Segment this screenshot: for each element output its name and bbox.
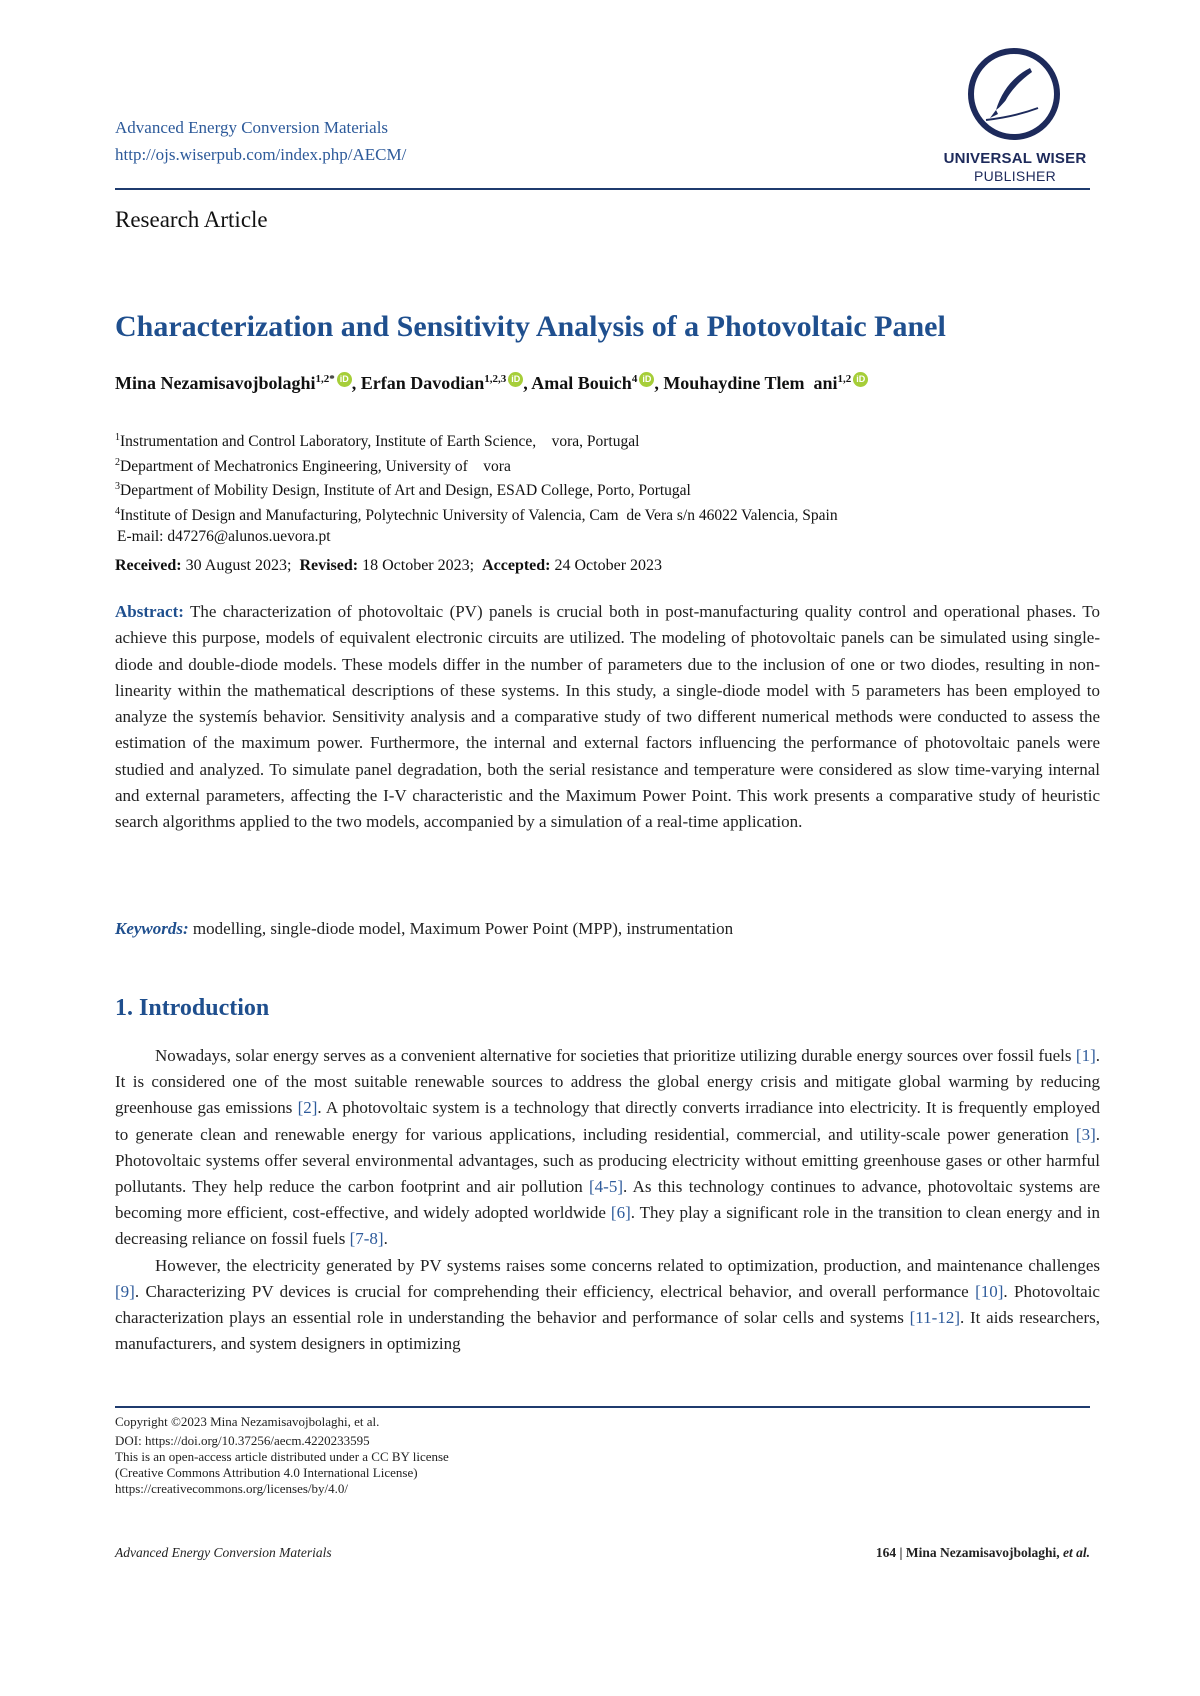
accepted-date: 24 October 2023 bbox=[550, 557, 663, 574]
author-list bbox=[115, 372, 1100, 394]
keywords-text: modelling, single-diode model, Maximum Power Point (MPP), instrumentation bbox=[188, 919, 734, 938]
keywords bbox=[115, 919, 1100, 939]
publisher-logo bbox=[930, 48, 1100, 188]
orcid-icon[interactable]: iD bbox=[853, 372, 868, 387]
received-date: 30 August 2023; bbox=[181, 557, 292, 574]
author-name: Mouhaydine Tlem ani bbox=[663, 373, 838, 393]
orcid-icon[interactable]: iD bbox=[639, 372, 654, 387]
text-run: . A photovoltaic system is a technology that directly converts irradiance into electricity. It is frequently employed to generate clean and renewable energy for various applications, including residential, commercial, and utility-scale power generation bbox=[115, 1098, 1101, 1144]
orcid-icon[interactable]: iD bbox=[508, 372, 523, 387]
affiliation-text: Department of Mobility Design, Institute of Art and Design, ESAD College, Porto, Portugal bbox=[120, 482, 691, 500]
citation-link[interactable]: [6] bbox=[610, 1203, 631, 1223]
author-affiliation-sup: 1,2,3 bbox=[484, 373, 507, 385]
author-separator: , bbox=[523, 373, 532, 393]
author-name: Erfan Davodian bbox=[360, 373, 485, 393]
citation-link[interactable]: [2] bbox=[297, 1098, 318, 1118]
affiliation-item bbox=[115, 502, 1100, 527]
paragraph bbox=[115, 1043, 1100, 1253]
text-run: . It is considered one of the most suitable renewable sources to address the global energy crisis and mitigate global warming by reducing greenhouse gas emissions bbox=[115, 1046, 1100, 1118]
footer-page-info bbox=[876, 1545, 1090, 1561]
keywords-label: Keywords: bbox=[115, 919, 189, 938]
header-divider bbox=[115, 188, 1090, 190]
revised-date: 18 October 2023; bbox=[358, 557, 475, 574]
received-label: Received: bbox=[115, 557, 182, 574]
copyright-line: Copyright ©2023 Mina Nezamisavojbolaghi, et al. bbox=[115, 1414, 380, 1429]
publisher-subname: PUBLISHER bbox=[973, 168, 1057, 184]
article-type: Research Article bbox=[115, 207, 268, 232]
affiliation-item bbox=[115, 477, 1100, 502]
copyright-block bbox=[115, 1414, 449, 1497]
corresponding-email[interactable]: E-mail: d47276@alunos.uevora.pt bbox=[117, 527, 331, 545]
license-line: (Creative Commons Attribution 4.0 International License) bbox=[115, 1465, 418, 1480]
text-run: . Characterizing PV devices is crucial for comprehending their efficiency, electrical behavior, and overall performance bbox=[134, 1281, 976, 1301]
abstract-text: The characterization of photovoltaic (PV) panels is crucial both in post-manufacturing quality control and operational phases. To achieve this purpose, models of equivalent electronic circuits are utilized. The modeling of photovoltaic panels can be simulated using single-diode and double-diode models. These models differ in the number of parameters due to the inclusion of one or two diodes, resulting in non-linearity within the mathematical descriptions of these systems. In this study, a single-diode model with 5 parameters has been employed to analyze the systemís behavior. Sensitivity analysis and a comparative study of two different numerical methods were conducted to assess the estimation of the maximum power. Furthermore, the internal and external factors influencing the performance of photovoltaic panels were studied and analyzed. To simulate panel degradation, both the serial resistance and temperature were considered as slow time-varying internal and external parameters, affecting the I-V characteristic and the Maximum Power Point. This work presents a comparative study of heuristic search algorithms applied to the two models, accompanied by a simulation of a real-time application. bbox=[115, 602, 1100, 832]
abstract-label: Abstract: bbox=[115, 602, 184, 621]
article-title: Characterization and Sensitivity Analysis of a Photovoltaic Panel bbox=[115, 310, 946, 343]
footer-et-al: et al. bbox=[1063, 1545, 1090, 1560]
footer-divider bbox=[115, 1406, 1090, 1408]
section-heading-introduction: 1. Introduction bbox=[115, 995, 270, 1021]
text-run: . They play a significant role in the transition to clean energy and in decreasing reliance on fossil fuels bbox=[115, 1203, 1100, 1249]
citation-link[interactable]: [3] bbox=[1075, 1124, 1096, 1144]
affiliation-item bbox=[115, 453, 1100, 478]
introduction-body bbox=[115, 1043, 1100, 1357]
journal-name: Advanced Energy Conversion Materials bbox=[115, 118, 389, 137]
text-run: . bbox=[383, 1229, 388, 1249]
author-name: Mina Nezamisavojbolaghi bbox=[115, 373, 316, 393]
author-affiliation-sup: 1,2* bbox=[315, 373, 335, 385]
footer-page-author: 164 | Mina Nezamisavojbolaghi, bbox=[875, 1545, 1063, 1560]
article-dates bbox=[115, 557, 662, 575]
license-link[interactable]: https://creativecommons.org/licenses/by/4.0/ bbox=[115, 1481, 348, 1496]
affiliation-text: Department of Mechatronics Engineering, University of vora bbox=[120, 457, 511, 475]
author-affiliation-sup: 4 bbox=[631, 373, 638, 385]
text-run: . As this technology continues to advance, photovoltaic systems are becoming more efficient, cost-effective, and widely adopted worldwide bbox=[115, 1177, 1101, 1223]
text-run: . Photovoltaic systems offer several environmental advantages, such as producing electricity without emitting greenhouse gases or other harmful pollutants. They help reduce the carbon footprint and air pollution bbox=[115, 1124, 1100, 1197]
citation-link[interactable]: [1] bbox=[1075, 1046, 1096, 1065]
publisher-name: UNIVERSAL WISER bbox=[943, 150, 1087, 167]
pen-nib-icon bbox=[968, 48, 1060, 140]
citation-link[interactable]: [7-8] bbox=[349, 1229, 384, 1249]
affiliation-item bbox=[115, 428, 1100, 453]
journal-url-link[interactable]: http://ojs.wiserpub.com/index.php/AECM/ bbox=[115, 145, 407, 164]
author-name: Amal Bouich bbox=[531, 373, 632, 393]
license-line: This is an open-access article distributed under a CC BY license bbox=[115, 1449, 449, 1464]
author-separator: , bbox=[351, 373, 361, 393]
abstract bbox=[115, 599, 1100, 836]
text-run: Nowadays, solar energy serves as a convenient alternative for societies that prioritize utilizing durable energy sources over fossil fuels bbox=[155, 1046, 1076, 1065]
citation-link[interactable]: [4-5] bbox=[589, 1177, 623, 1197]
text-run: . It aids researchers, manufacturers, and system designers in optimizing bbox=[115, 1308, 1100, 1354]
text-run: . Photovoltaic characterization plays an essential role in understanding the behavior and performance of solar cells and systems bbox=[115, 1281, 1100, 1328]
revised-label: Revised: bbox=[299, 557, 359, 574]
affiliation-text: Instrumentation and Control Laboratory, Institute of Earth Science, vora, Portugal bbox=[120, 433, 640, 451]
orcid-icon[interactable]: iD bbox=[337, 372, 352, 387]
text-run: However, the electricity generated by PV systems raises some concerns related to optimization, production, and maintenance challenges bbox=[155, 1255, 1100, 1275]
affiliation-sup: 2 bbox=[115, 456, 120, 468]
author-affiliation-sup: 1,2 bbox=[837, 373, 852, 385]
affiliation-sup: 4 bbox=[115, 505, 120, 517]
affiliation-sup: 1 bbox=[115, 432, 120, 443]
citation-link[interactable]: [10] bbox=[975, 1281, 1004, 1301]
paragraph bbox=[115, 1253, 1100, 1358]
footer-journal-name: Advanced Energy Conversion Materials bbox=[115, 1545, 332, 1560]
citation-link[interactable]: [11-12] bbox=[909, 1308, 960, 1328]
affiliation-list bbox=[115, 428, 1100, 547]
citation-link[interactable]: [9] bbox=[115, 1281, 135, 1301]
affiliation-text: Institute of Design and Manufacturing, Polytechnic University of Valencia, Cam de Vera s/n 46022 Valencia, Spain bbox=[120, 507, 838, 525]
affiliation-sup: 3 bbox=[115, 481, 120, 493]
author-separator: , bbox=[654, 373, 664, 393]
doi-link[interactable]: DOI: https://doi.org/10.37256/aecm.4220233595 bbox=[115, 1433, 370, 1448]
accepted-label: Accepted: bbox=[482, 557, 551, 574]
